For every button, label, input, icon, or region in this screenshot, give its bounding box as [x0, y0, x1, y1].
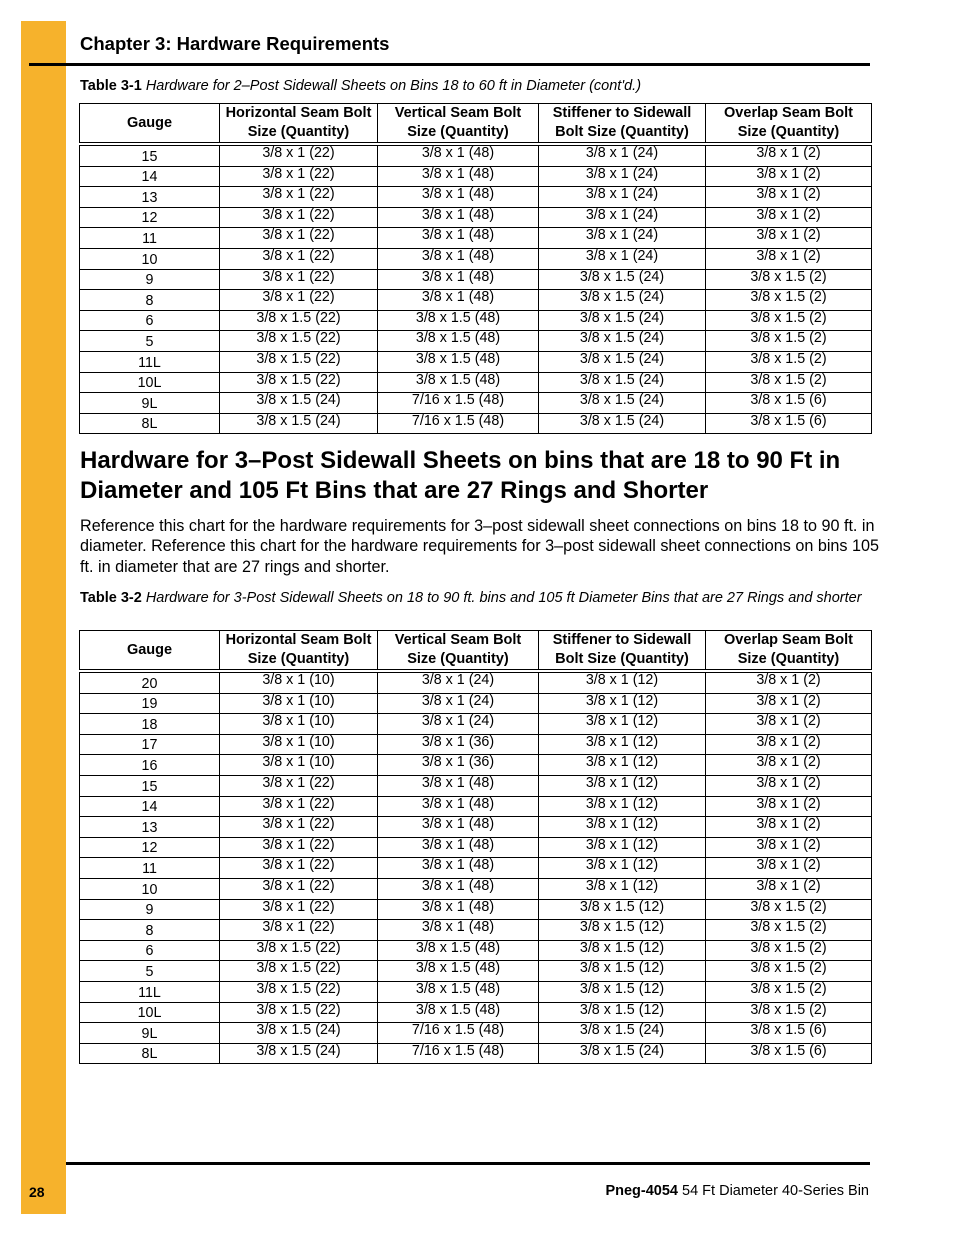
table2-column-header: Vertical Seam Bolt Size (Quantity): [378, 631, 539, 672]
bolt-size-cell: 7/16 x 1.5 (48): [378, 393, 539, 414]
bolt-size-cell: 3/8 x 1.5 (24): [539, 413, 706, 434]
gauge-cell: 8L: [80, 413, 220, 434]
header-rule: [29, 63, 870, 66]
table-row: [80, 351, 872, 372]
bolt-size-cell: 3/8 x 1 (2): [706, 796, 872, 817]
bolt-size-cell: 3/8 x 1 (48): [378, 166, 539, 187]
bolt-size-cell: 3/8 x 1.5 (2): [706, 920, 872, 941]
gauge-cell: 15: [80, 144, 220, 166]
bolt-size-cell: 3/8 x 1.5 (24): [220, 1043, 378, 1064]
bolt-size-cell: 3/8 x 1 (48): [378, 837, 539, 858]
bolt-size-cell: 3/8 x 1 (48): [378, 858, 539, 879]
bolt-size-cell: 3/8 x 1.5 (2): [706, 372, 872, 393]
table2-column-header: Overlap Seam Bolt Size (Quantity): [706, 631, 872, 672]
gauge-cell: 10: [80, 248, 220, 269]
bolt-size-cell: 3/8 x 1.5 (2): [706, 981, 872, 1002]
bolt-size-cell: 3/8 x 1.5 (2): [706, 290, 872, 311]
bolt-size-cell: 3/8 x 1 (24): [378, 714, 539, 735]
bolt-size-cell: 3/8 x 1 (24): [539, 228, 706, 249]
table-row: [80, 166, 872, 187]
bolt-size-cell: 3/8 x 1 (24): [539, 207, 706, 228]
bolt-size-cell: 3/8 x 1 (2): [706, 248, 872, 269]
table1-column-header: Overlap Seam Bolt Size (Quantity): [706, 104, 872, 145]
gauge-cell: 9: [80, 899, 220, 920]
bolt-size-cell: 3/8 x 1 (2): [706, 228, 872, 249]
bolt-size-cell: 3/8 x 1.5 (6): [706, 393, 872, 414]
gauge-cell: 20: [80, 671, 220, 693]
chapter-title: Chapter 3: Hardware Requirements: [80, 33, 390, 54]
table-row: [80, 755, 872, 776]
table-row: [80, 187, 872, 208]
bolt-size-cell: 3/8 x 1.5 (22): [220, 1002, 378, 1023]
bolt-size-cell: 3/8 x 1 (2): [706, 187, 872, 208]
gauge-cell: 17: [80, 734, 220, 755]
bolt-size-cell: 3/8 x 1 (22): [220, 858, 378, 879]
bolt-size-cell: 3/8 x 1.5 (6): [706, 413, 872, 434]
section-body-text: Reference this chart for the hardware requirements for 3–post sidewall sheet connections on bins 18 to 90 ft. in diameter. Reference this chart for the hardware requirements for 3–post sidewall sheet connections on bins 105 ft. in diameter that are 27 rings and shorter.: [80, 517, 880, 576]
bolt-size-cell: 3/8 x 1.5 (2): [706, 961, 872, 982]
bolt-size-cell: 3/8 x 1 (12): [539, 671, 706, 693]
table1-body: [80, 144, 872, 434]
chapter-color-tab: [21, 21, 66, 1214]
table2-column-header: Stiffener to Sidewall Bolt Size (Quantity): [539, 631, 706, 672]
table-row: [80, 290, 872, 311]
table1-label: Table 3-1: [80, 78, 142, 94]
bolt-size-cell: 3/8 x 1 (22): [220, 187, 378, 208]
bolt-size-cell: 3/8 x 1 (22): [220, 144, 378, 166]
bolt-size-cell: 3/8 x 1.5 (22): [220, 351, 378, 372]
gauge-cell: 13: [80, 817, 220, 838]
bolt-size-cell: 3/8 x 1 (22): [220, 878, 378, 899]
page-number: 28: [29, 1184, 45, 1200]
bolt-size-cell: 3/8 x 1 (24): [539, 166, 706, 187]
table2-caption-text: Hardware for 3-Post Sidewall Sheets on 18 to 90 ft. bins and 105 ft Diameter Bins that are 27 Rings and shorter: [145, 590, 862, 606]
bolt-size-cell: 3/8 x 1 (2): [706, 166, 872, 187]
table-row: [80, 269, 872, 290]
table1-column-header: Gauge: [80, 104, 220, 145]
table-row: [80, 858, 872, 879]
footer-document-info: [605, 1183, 869, 1199]
table-row: [80, 671, 872, 693]
table1-caption-text: Hardware for 2–Post Sidewall Sheets on Bins 18 to 60 ft in Diameter (cont'd.): [145, 78, 642, 94]
table-row: [80, 413, 872, 434]
table-row: [80, 1023, 872, 1044]
gauge-cell: 11: [80, 228, 220, 249]
bolt-size-cell: 3/8 x 1 (12): [539, 878, 706, 899]
bolt-size-cell: 3/8 x 1 (12): [539, 693, 706, 714]
gauge-cell: 8L: [80, 1043, 220, 1064]
bolt-size-cell: 3/8 x 1.5 (48): [378, 351, 539, 372]
gauge-cell: 9L: [80, 1023, 220, 1044]
table-row: [80, 920, 872, 941]
bolt-size-cell: 3/8 x 1 (2): [706, 671, 872, 693]
table-row: [80, 228, 872, 249]
table-row: [80, 1002, 872, 1023]
bolt-size-cell: 3/8 x 1.5 (2): [706, 940, 872, 961]
gauge-cell: 19: [80, 693, 220, 714]
table2: [79, 630, 872, 1064]
bolt-size-cell: 3/8 x 1 (48): [378, 144, 539, 166]
bolt-size-cell: 3/8 x 1.5 (24): [539, 351, 706, 372]
table-row: [80, 899, 872, 920]
gauge-cell: 14: [80, 796, 220, 817]
bolt-size-cell: 3/8 x 1 (12): [539, 817, 706, 838]
gauge-cell: 9L: [80, 393, 220, 414]
bolt-size-cell: 3/8 x 1.5 (12): [539, 940, 706, 961]
gauge-cell: 16: [80, 755, 220, 776]
table-row: [80, 734, 872, 755]
gauge-cell: 10: [80, 878, 220, 899]
table2-header-row: [80, 631, 872, 672]
table-row: [80, 837, 872, 858]
gauge-cell: 11: [80, 858, 220, 879]
gauge-cell: 12: [80, 837, 220, 858]
table-row: [80, 796, 872, 817]
document-number: Pneg-4054: [605, 1183, 678, 1199]
bolt-size-cell: 3/8 x 1 (12): [539, 755, 706, 776]
bolt-size-cell: 3/8 x 1.5 (22): [220, 981, 378, 1002]
table2-body: [80, 671, 872, 1064]
bolt-size-cell: 3/8 x 1 (22): [220, 920, 378, 941]
bolt-size-cell: 3/8 x 1 (24): [539, 187, 706, 208]
bolt-size-cell: 3/8 x 1.5 (24): [220, 393, 378, 414]
table-row: [80, 817, 872, 838]
bolt-size-cell: 3/8 x 1 (36): [378, 755, 539, 776]
table1-column-header: Vertical Seam Bolt Size (Quantity): [378, 104, 539, 145]
bolt-size-cell: 3/8 x 1 (24): [539, 144, 706, 166]
bolt-size-cell: 3/8 x 1 (2): [706, 734, 872, 755]
bolt-size-cell: 3/8 x 1 (2): [706, 693, 872, 714]
bolt-size-cell: 3/8 x 1.5 (12): [539, 1002, 706, 1023]
gauge-cell: 12: [80, 207, 220, 228]
bolt-size-cell: 3/8 x 1.5 (2): [706, 269, 872, 290]
bolt-size-cell: 3/8 x 1.5 (48): [378, 310, 539, 331]
bolt-size-cell: 3/8 x 1.5 (2): [706, 351, 872, 372]
bolt-size-cell: 7/16 x 1.5 (48): [378, 1023, 539, 1044]
table-row: [80, 248, 872, 269]
table1-caption: [80, 77, 641, 96]
table-row: [80, 961, 872, 982]
bolt-size-cell: 3/8 x 1.5 (24): [539, 393, 706, 414]
bolt-size-cell: 3/8 x 1.5 (48): [378, 961, 539, 982]
table-row: [80, 144, 872, 166]
bolt-size-cell: 3/8 x 1 (48): [378, 248, 539, 269]
bolt-size-cell: 3/8 x 1 (12): [539, 796, 706, 817]
bolt-size-cell: 3/8 x 1 (10): [220, 714, 378, 735]
gauge-cell: 10L: [80, 372, 220, 393]
table1: [79, 103, 872, 434]
gauge-cell: 5: [80, 961, 220, 982]
bolt-size-cell: 3/8 x 1 (2): [706, 817, 872, 838]
table-row: [80, 878, 872, 899]
bolt-size-cell: 3/8 x 1 (22): [220, 207, 378, 228]
table-row: [80, 207, 872, 228]
table2-column-header: Horizontal Seam Bolt Size (Quantity): [220, 631, 378, 672]
bolt-size-cell: 3/8 x 1 (48): [378, 920, 539, 941]
gauge-cell: 15: [80, 775, 220, 796]
table-row: [80, 1043, 872, 1064]
bolt-size-cell: 3/8 x 1.5 (2): [706, 331, 872, 352]
gauge-cell: 13: [80, 187, 220, 208]
bolt-size-cell: 3/8 x 1 (48): [378, 775, 539, 796]
bolt-size-cell: 3/8 x 1 (48): [378, 817, 539, 838]
bolt-size-cell: 3/8 x 1 (2): [706, 858, 872, 879]
gauge-cell: 9: [80, 269, 220, 290]
table-row: [80, 372, 872, 393]
bolt-size-cell: 3/8 x 1.5 (12): [539, 961, 706, 982]
bolt-size-cell: 3/8 x 1 (10): [220, 671, 378, 693]
gauge-cell: 10L: [80, 1002, 220, 1023]
table-row: [80, 310, 872, 331]
bolt-size-cell: 3/8 x 1 (24): [539, 248, 706, 269]
table1-column-header: Stiffener to Sidewall Bolt Size (Quantity): [539, 104, 706, 145]
bolt-size-cell: 3/8 x 1.5 (48): [378, 940, 539, 961]
gauge-cell: 8: [80, 920, 220, 941]
bolt-size-cell: 3/8 x 1 (2): [706, 714, 872, 735]
footer-rule: [66, 1162, 870, 1165]
bolt-size-cell: 3/8 x 1 (12): [539, 714, 706, 735]
bolt-size-cell: 3/8 x 1.5 (24): [539, 1023, 706, 1044]
table-row: [80, 714, 872, 735]
bolt-size-cell: 3/8 x 1 (22): [220, 166, 378, 187]
bolt-size-cell: 3/8 x 1.5 (24): [220, 413, 378, 434]
bolt-size-cell: 3/8 x 1.5 (12): [539, 920, 706, 941]
bolt-size-cell: 3/8 x 1 (10): [220, 734, 378, 755]
gauge-cell: 11L: [80, 351, 220, 372]
bolt-size-cell: 3/8 x 1 (22): [220, 817, 378, 838]
table2-column-header: Gauge: [80, 631, 220, 672]
bolt-size-cell: 3/8 x 1 (22): [220, 796, 378, 817]
bolt-size-cell: 3/8 x 1 (24): [378, 671, 539, 693]
gauge-cell: 14: [80, 166, 220, 187]
bolt-size-cell: 3/8 x 1 (48): [378, 796, 539, 817]
bolt-size-cell: 3/8 x 1 (22): [220, 775, 378, 796]
gauge-cell: 11L: [80, 981, 220, 1002]
table-row: [80, 693, 872, 714]
table1-column-header: Horizontal Seam Bolt Size (Quantity): [220, 104, 378, 145]
table-row: [80, 981, 872, 1002]
document-title: 54 Ft Diameter 40-Series Bin: [678, 1183, 869, 1199]
bolt-size-cell: 3/8 x 1.5 (22): [220, 331, 378, 352]
bolt-size-cell: 3/8 x 1 (22): [220, 837, 378, 858]
bolt-size-cell: 3/8 x 1.5 (12): [539, 981, 706, 1002]
bolt-size-cell: 3/8 x 1 (2): [706, 878, 872, 899]
bolt-size-cell: 3/8 x 1 (10): [220, 755, 378, 776]
bolt-size-cell: 3/8 x 1.5 (6): [706, 1043, 872, 1064]
bolt-size-cell: 3/8 x 1 (36): [378, 734, 539, 755]
bolt-size-cell: 3/8 x 1 (48): [378, 228, 539, 249]
bolt-size-cell: 3/8 x 1.5 (22): [220, 310, 378, 331]
bolt-size-cell: 3/8 x 1.5 (24): [539, 372, 706, 393]
gauge-cell: 6: [80, 310, 220, 331]
bolt-size-cell: 3/8 x 1 (12): [539, 734, 706, 755]
bolt-size-cell: 3/8 x 1 (24): [378, 693, 539, 714]
bolt-size-cell: 3/8 x 1.5 (48): [378, 981, 539, 1002]
bolt-size-cell: 3/8 x 1.5 (24): [539, 1043, 706, 1064]
bolt-size-cell: 3/8 x 1 (22): [220, 269, 378, 290]
bolt-size-cell: 3/8 x 1.5 (24): [220, 1023, 378, 1044]
table-row: [80, 393, 872, 414]
bolt-size-cell: 3/8 x 1 (48): [378, 207, 539, 228]
bolt-size-cell: 3/8 x 1.5 (2): [706, 899, 872, 920]
bolt-size-cell: 3/8 x 1.5 (24): [539, 310, 706, 331]
bolt-size-cell: 3/8 x 1 (22): [220, 248, 378, 269]
bolt-size-cell: 3/8 x 1.5 (24): [539, 269, 706, 290]
bolt-size-cell: 3/8 x 1 (2): [706, 775, 872, 796]
bolt-size-cell: 3/8 x 1.5 (24): [539, 331, 706, 352]
gauge-cell: 6: [80, 940, 220, 961]
section-heading: Hardware for 3–Post Sidewall Sheets on bins that are 18 to 90 Ft in Diameter and 105 Ft Bins that are 27 Rings and Shorter: [80, 447, 841, 504]
table2-caption: [80, 589, 870, 608]
bolt-size-cell: 3/8 x 1 (48): [378, 187, 539, 208]
bolt-size-cell: 3/8 x 1.5 (22): [220, 372, 378, 393]
bolt-size-cell: 3/8 x 1 (12): [539, 858, 706, 879]
gauge-cell: 5: [80, 331, 220, 352]
bolt-size-cell: 3/8 x 1.5 (22): [220, 940, 378, 961]
bolt-size-cell: 3/8 x 1.5 (2): [706, 1002, 872, 1023]
table2-label: Table 3-2: [80, 590, 142, 606]
gauge-cell: 8: [80, 290, 220, 311]
bolt-size-cell: 3/8 x 1.5 (6): [706, 1023, 872, 1044]
bolt-size-cell: 7/16 x 1.5 (48): [378, 1043, 539, 1064]
gauge-cell: 18: [80, 714, 220, 735]
bolt-size-cell: 3/8 x 1 (12): [539, 837, 706, 858]
bolt-size-cell: 3/8 x 1 (22): [220, 228, 378, 249]
bolt-size-cell: 3/8 x 1 (22): [220, 290, 378, 311]
bolt-size-cell: 3/8 x 1 (48): [378, 269, 539, 290]
bolt-size-cell: 3/8 x 1 (2): [706, 755, 872, 776]
bolt-size-cell: 3/8 x 1.5 (24): [539, 290, 706, 311]
table-row: [80, 331, 872, 352]
table-row: [80, 775, 872, 796]
bolt-size-cell: 3/8 x 1.5 (22): [220, 961, 378, 982]
table1-header-row: [80, 104, 872, 145]
bolt-size-cell: 3/8 x 1 (2): [706, 144, 872, 166]
bolt-size-cell: 3/8 x 1.5 (48): [378, 372, 539, 393]
bolt-size-cell: 7/16 x 1.5 (48): [378, 413, 539, 434]
bolt-size-cell: 3/8 x 1 (12): [539, 775, 706, 796]
bolt-size-cell: 3/8 x 1.5 (48): [378, 331, 539, 352]
bolt-size-cell: 3/8 x 1 (48): [378, 290, 539, 311]
bolt-size-cell: 3/8 x 1 (2): [706, 207, 872, 228]
bolt-size-cell: 3/8 x 1 (10): [220, 693, 378, 714]
bolt-size-cell: 3/8 x 1.5 (2): [706, 310, 872, 331]
table-row: [80, 940, 872, 961]
bolt-size-cell: 3/8 x 1.5 (12): [539, 899, 706, 920]
bolt-size-cell: 3/8 x 1 (48): [378, 878, 539, 899]
bolt-size-cell: 3/8 x 1.5 (48): [378, 1002, 539, 1023]
bolt-size-cell: 3/8 x 1 (48): [378, 899, 539, 920]
bolt-size-cell: 3/8 x 1 (2): [706, 837, 872, 858]
bolt-size-cell: 3/8 x 1 (22): [220, 899, 378, 920]
